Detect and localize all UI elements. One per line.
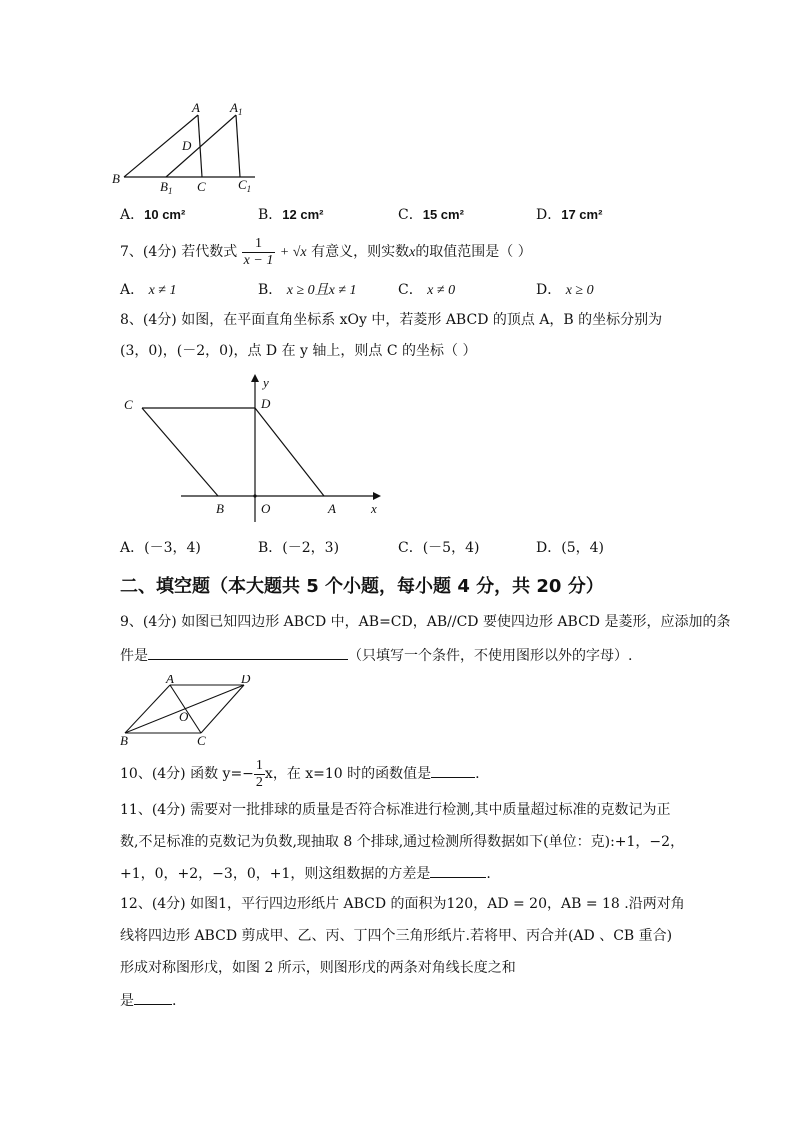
label-B: B bbox=[216, 501, 224, 516]
origin-point bbox=[253, 494, 256, 497]
label-A: A bbox=[328, 501, 336, 516]
edge-DC bbox=[201, 685, 244, 733]
q10-answer-blank[interactable] bbox=[431, 763, 475, 778]
edge-CB bbox=[142, 408, 218, 496]
q12-line-2: 线将四边形 ABCD 剪成甲、乙、丙、丁四个三角形纸片.若将甲、丙合并(AD 、CB 重合) bbox=[120, 928, 673, 944]
q9-line-2: 件是 （只填写一个条件，不使用图形以外的字母）. bbox=[120, 645, 632, 666]
label-C1: $C_1$ bbox=[238, 177, 252, 194]
q11-line-2: 数,不足标准的克数记为负数,现抽取 8 个排球,通过检测所得数据如下(单位：克):+1，−2， bbox=[120, 834, 685, 850]
q12-line-4: 是 . bbox=[120, 990, 176, 1011]
q7-option-d[interactable]: D． x ≥ 0 bbox=[536, 282, 594, 298]
q7-stem: 7、(4分) 若代数式 $\frac{1}{x - 1}$ + √x 有意义，则实数x的取值范围是（ ） bbox=[120, 235, 532, 268]
label-B: B bbox=[112, 171, 120, 186]
y-axis-arrow bbox=[251, 374, 259, 382]
label-A: A bbox=[166, 675, 174, 686]
q7-sqrt: + √x bbox=[279, 245, 307, 260]
section-title: 二、填空题（本大题共 5 个小题，每小题 4 分，共 20 分） bbox=[120, 576, 604, 597]
edge-DA bbox=[255, 408, 324, 496]
q6-option-b[interactable]: B．12 cm² bbox=[258, 207, 324, 223]
q10-stem: 10、(4分) 函数 y=− $\frac{1}{2}$ x，在 x=10 时的函数值是 . bbox=[120, 757, 480, 790]
q6-triangle-figure bbox=[110, 95, 270, 200]
q9-answer-blank[interactable] bbox=[148, 645, 348, 660]
edge-A1C1 bbox=[236, 115, 240, 177]
q8-option-b[interactable]: B．(－2，3) bbox=[258, 540, 340, 556]
q7-suffix: 有意义，则实数 bbox=[311, 244, 410, 260]
q8-line-1: 8、(4分) 如图，在平面直角坐标系 xOy 中，若菱形 ABCD 的顶点 A，B 的坐标分别为 bbox=[120, 312, 663, 328]
label-O: O bbox=[261, 501, 271, 516]
q7-fraction: $\frac{1}{x - 1}$ bbox=[243, 235, 274, 268]
x-axis-arrow bbox=[373, 492, 381, 500]
q7-option-a[interactable]: A． x ≠ 1 bbox=[120, 282, 177, 298]
label-B: B bbox=[120, 733, 128, 748]
label-D: D bbox=[182, 138, 192, 153]
q6-option-a[interactable]: A．10 cm² bbox=[120, 207, 186, 223]
q12-line-1: 12、(4分) 如图1，平行四边形纸片 ABCD 的面积为120，AD = 20，AB = 18 .沿两对角 bbox=[120, 896, 685, 912]
label-C: C bbox=[124, 397, 133, 412]
q6-option-d[interactable]: D．17 cm² bbox=[536, 207, 603, 223]
q9-line-1: 9、(4分) 如图已知四边形 ABCD 中，AB=CD，AB//CD 要使四边形 ABCD 是菱形，应添加的条 bbox=[120, 614, 731, 630]
label-C: C bbox=[197, 733, 206, 748]
q8-option-a[interactable]: A．(－3，4) bbox=[120, 540, 201, 556]
q7-option-b[interactable]: B． x ≥ 0且x ≠ 1 bbox=[258, 282, 357, 298]
label-A: A bbox=[192, 100, 200, 115]
q10-fraction: $\frac{1}{2}$ bbox=[255, 757, 263, 790]
q7-option-c[interactable]: C． x ≠ 0 bbox=[398, 282, 456, 298]
label-C: C bbox=[197, 179, 206, 194]
label-y: y bbox=[263, 375, 269, 390]
q8-option-c[interactable]: C．(－5，4) bbox=[398, 540, 480, 556]
label-O: O bbox=[179, 709, 189, 724]
q11-line-3: +1，0，+2，−3，0，+1，则这组数据的方差是 . bbox=[120, 863, 491, 884]
q8-line-2: (3，0)，(－2，0)，点 D 在 y 轴上，则点 C 的坐标（ ） bbox=[120, 343, 477, 359]
q11-line-1: 11、(4分) 需要对一批排球的质量是否符合标准进行检测,其中质量超过标准的克数记为正 bbox=[120, 802, 671, 818]
q8-rhombus-figure bbox=[115, 372, 395, 527]
q12-line-3: 形成对称图形戊，如图 2 所示，则图形戊的两条对角线长度之和 bbox=[120, 960, 516, 976]
label-A1: $A_1$ bbox=[230, 100, 243, 117]
label-x: x bbox=[371, 501, 377, 516]
q9-parallelogram-figure bbox=[115, 675, 260, 750]
edge-BA bbox=[125, 685, 170, 733]
q6-option-c[interactable]: C．15 cm² bbox=[398, 207, 464, 223]
label-D: D bbox=[241, 675, 251, 686]
q12-answer-blank[interactable] bbox=[134, 990, 172, 1005]
q7-prefix: 7、(4分) 若代数式 bbox=[120, 244, 238, 260]
q11-answer-blank[interactable] bbox=[430, 863, 486, 878]
q8-option-d[interactable]: D．(5，4) bbox=[536, 540, 604, 556]
label-D: D bbox=[261, 396, 271, 411]
label-B1: $B_1$ bbox=[160, 179, 173, 196]
